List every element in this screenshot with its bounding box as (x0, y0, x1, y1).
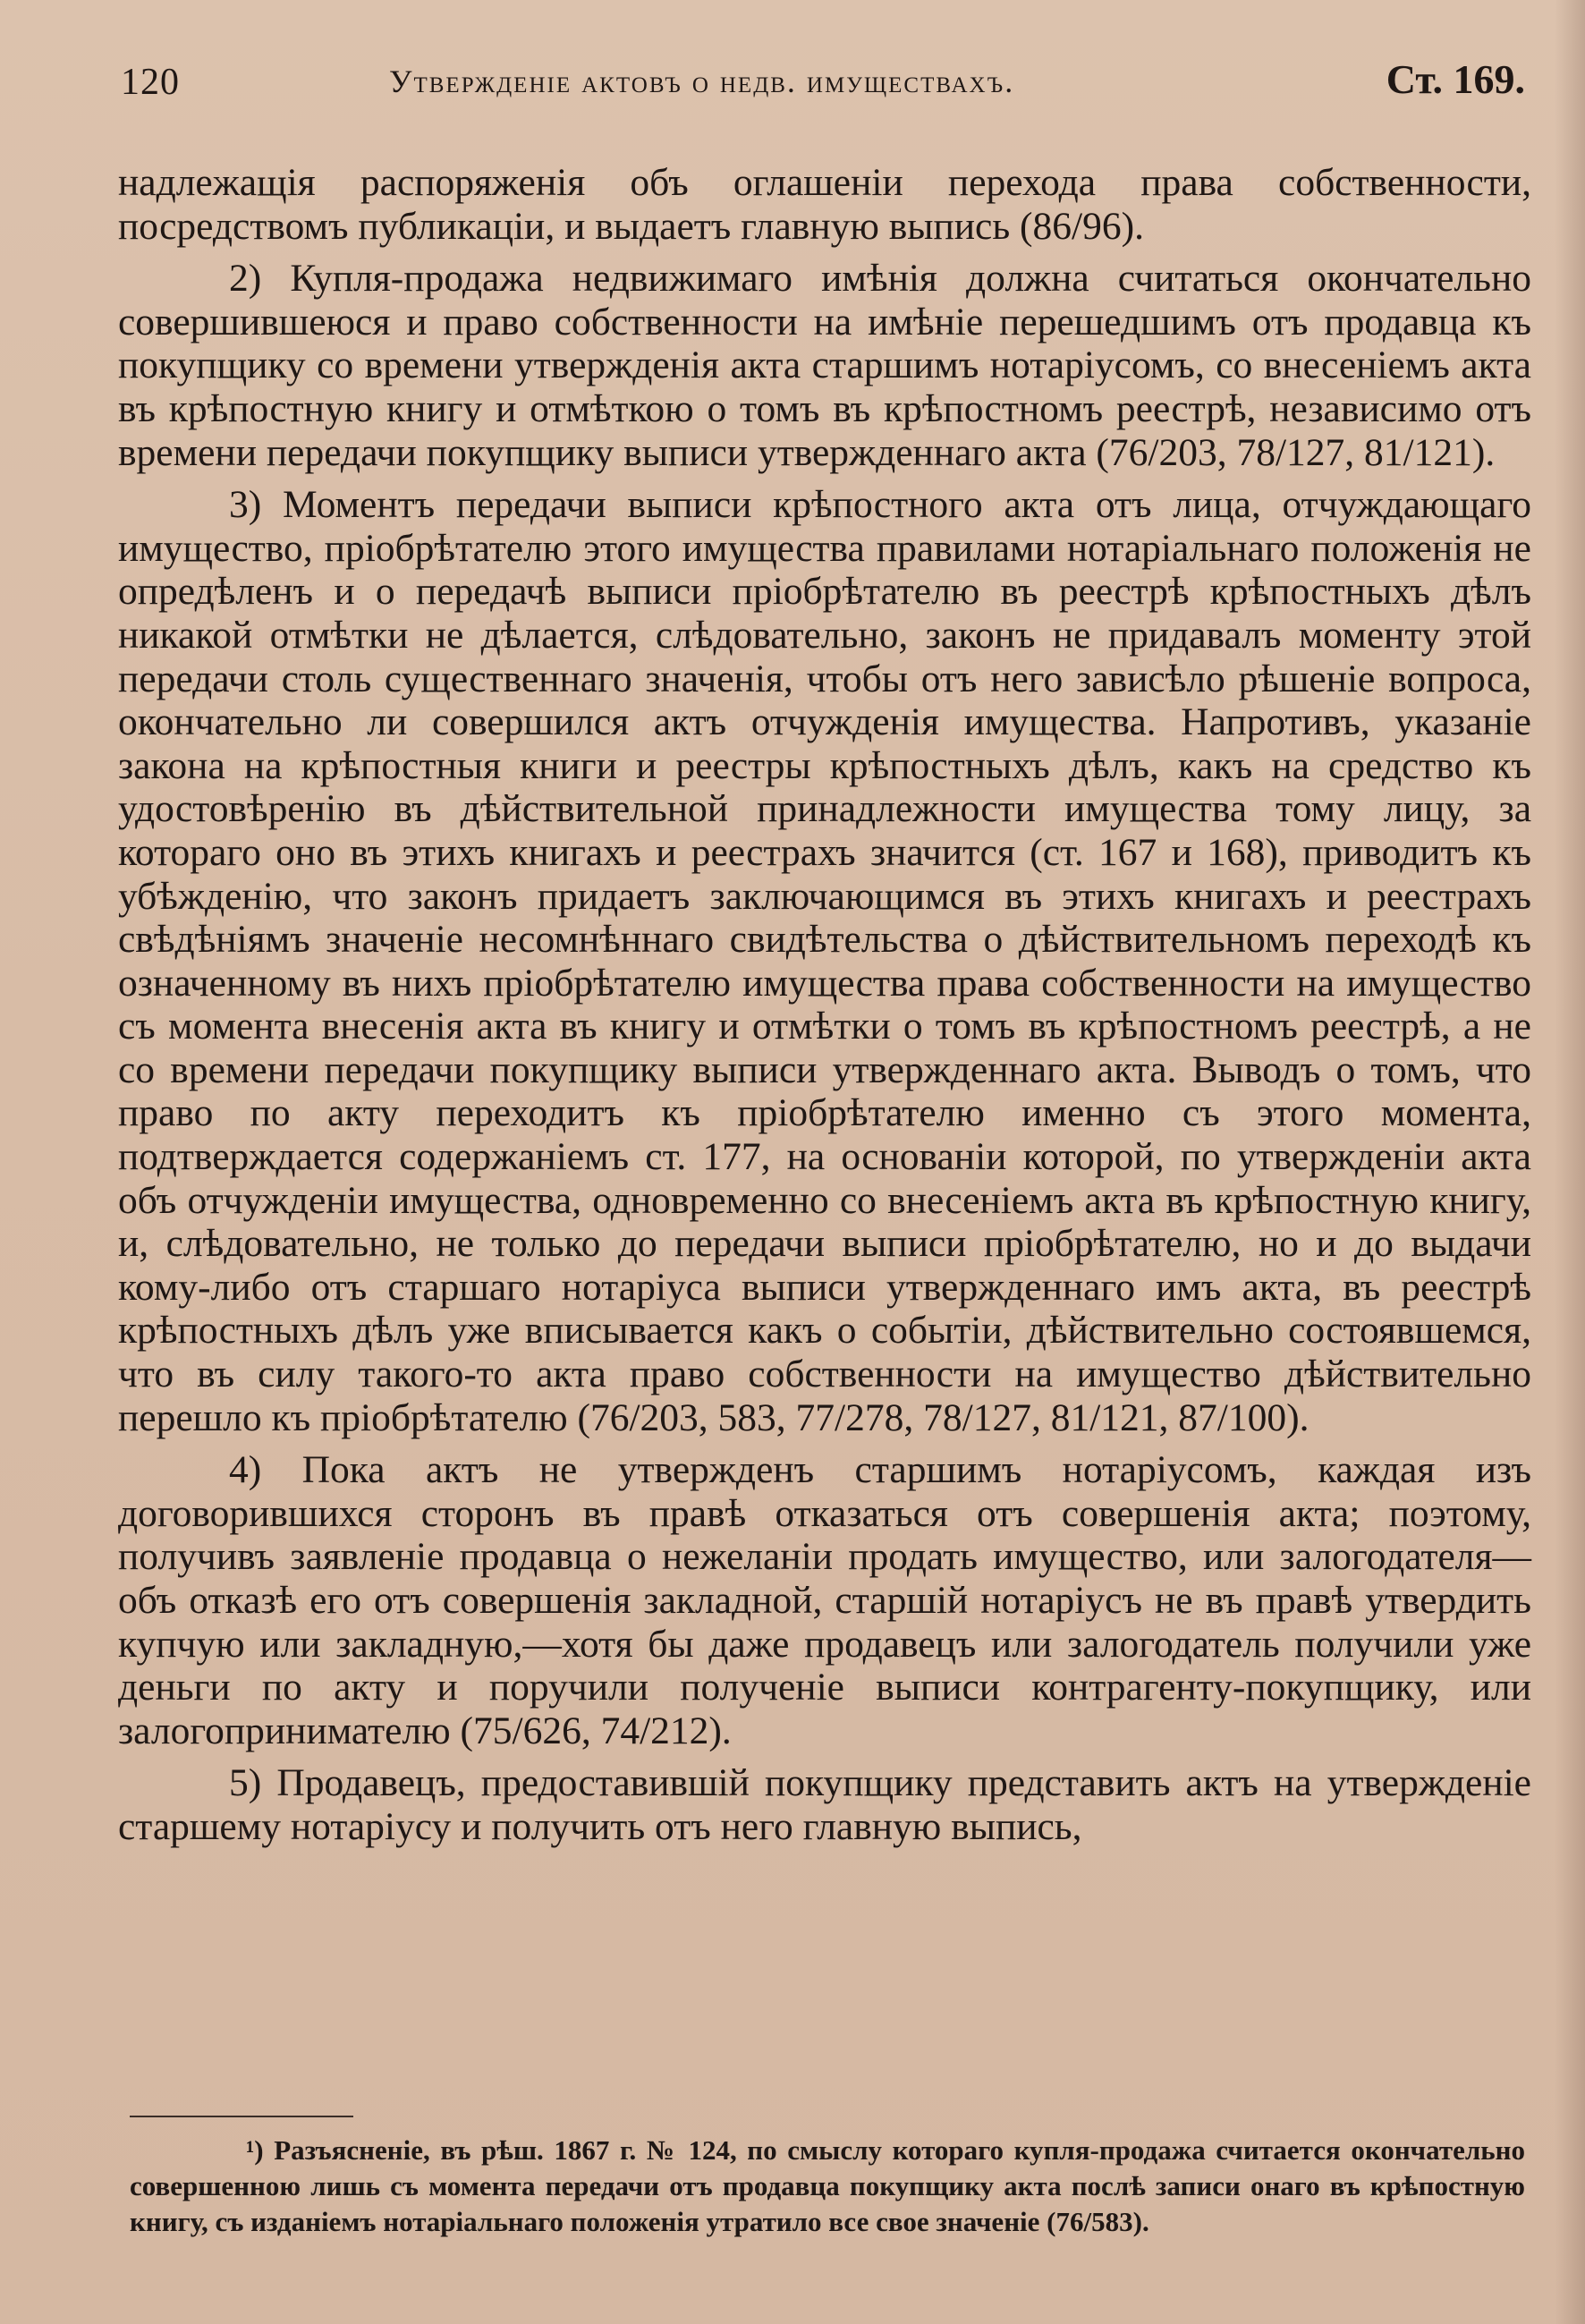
page-edge-shadow (1555, 0, 1585, 2324)
paragraph-2: 2) Купля-продажа недвижимаго имѣнія должна считаться окончательно совершившеюся и право собственности на имѣніе перешедшимъ отъ продавца къ покупщику со времени утвержденія акта старшимъ нотаріусомъ, со внесеніемъ акта въ крѣпостную книгу и отмѣткою о томъ въ крѣпостномъ реестрѣ, независимо отъ времени передачи покупщику выписи утвержденнаго акта (76/203, 78/127, 81/121). (118, 257, 1531, 474)
page-number: 120 (121, 62, 180, 103)
footnote-divider (130, 2116, 353, 2117)
page-header (121, 54, 1525, 107)
paragraph-3: 3) Моментъ передачи выписи крѣпостного акта отъ лица, отчуждающаго имущество, пріобрѣтателю этого имущества правилами нотаріальнаго положенія не опредѣленъ и о передачѣ выписи пріобрѣтателю въ реестрѣ крѣпостныхъ дѣлъ никакой отмѣтки не дѣлается, слѣдовательно, законъ не придавалъ моменту этой передачи столь существеннаго значенія, чтобы отъ него зависѣло рѣшеніе вопроса, окончательно ли совершился актъ отчужденія имущества. Напротивъ, указаніе закона на крѣпостныя книги и реестры крѣпостныхъ дѣлъ, какъ на средство къ удостовѣренію въ дѣйствительной принадлежности имущества тому лицу, за котораго оно въ этихъ книгахъ и реестрахъ значится (ст. 167 и 168), приводитъ къ убѣжденію, что законъ придаетъ заключающимся въ этихъ книгахъ и реестрахъ свѣдѣніямъ значеніе несомнѣннаго свидѣтельства о дѣйствительномъ переходѣ къ означенному въ нихъ пріобрѣтателю имущества права собственности на имущество съ момента внесенія акта въ книгу и отмѣтки о томъ въ крѣпостномъ реестрѣ, а не со времени передачи покупщику выписи утвержденнаго акта. Выводъ о томъ, что право по акту переходитъ къ пріобрѣтателю именно съ этого момента, подтверждается содержаніемъ ст. 177, на основаніи которой, по утвержденіи акта объ отчужденіи имущества, одновременно со внесеніемъ акта въ крѣпостную книгу, и, слѣдовательно, не только до передачи выписи пріобрѣтателю, но и до выдачи кому-либо отъ старшаго нотаріуса выписи утвержденнаго имъ акта, въ реестрѣ крѣпостныхъ дѣлъ уже вписывается какъ о событіи, дѣйствительно состоявшемся, что въ силу такого-то акта право собственности на имущество дѣйствительно перешло къ пріобрѣтателю (76/203, 583, 77/278, 78/127, 81/121, 87/100). (118, 483, 1531, 1439)
footnote-text: ¹) Разъясненіе, въ рѣш. 1867 г. № 124, по смыслу котораго купля-продажа считается окончательно совершенною лишь съ момента передачи отъ продавца покупщику акта послѣ записи онаго въ крѣпостную книгу, съ изданіемъ нотаріальнаго положенія утратило все свое значеніе (76/583). (130, 2134, 1525, 2237)
article-reference: Ст. 169. (1386, 56, 1525, 102)
paragraph-continuation: надлежащія распоряженія объ оглашеніи перехода права собственности, посредствомъ публикаціи, и выдаетъ главную выпись (86/96). (118, 161, 1531, 248)
paragraph-4: 4) Пока актъ не утвержденъ старшимъ нотаріусомъ, каждая изъ договорившихся сторонъ въ правѣ отказаться отъ совершенія акта; поэтому, получивъ заявленіе продавца о нежеланіи продать имущество, или залогодателя—объ отказѣ его отъ совершенія закладной, старшій нотаріусъ не въ правѣ утвердить купчую или закладную,—хотя бы даже продавецъ или залогодатель получили уже деньги по акту и поручили полученіе выписи контрагенту-покупщику, или залогопринимателю (75/626, 74/212). (118, 1448, 1531, 1752)
running-title: Утвержденіе актовъ о недв. имуществахъ. (389, 64, 1015, 99)
paragraph-5: 5) Продавецъ, предоставившій покупщику представить актъ на утвержденіе старшему нотаріусу и получить отъ него главную выпись, (118, 1761, 1531, 1848)
footnote (130, 2133, 1525, 2240)
main-text (118, 161, 1531, 1858)
